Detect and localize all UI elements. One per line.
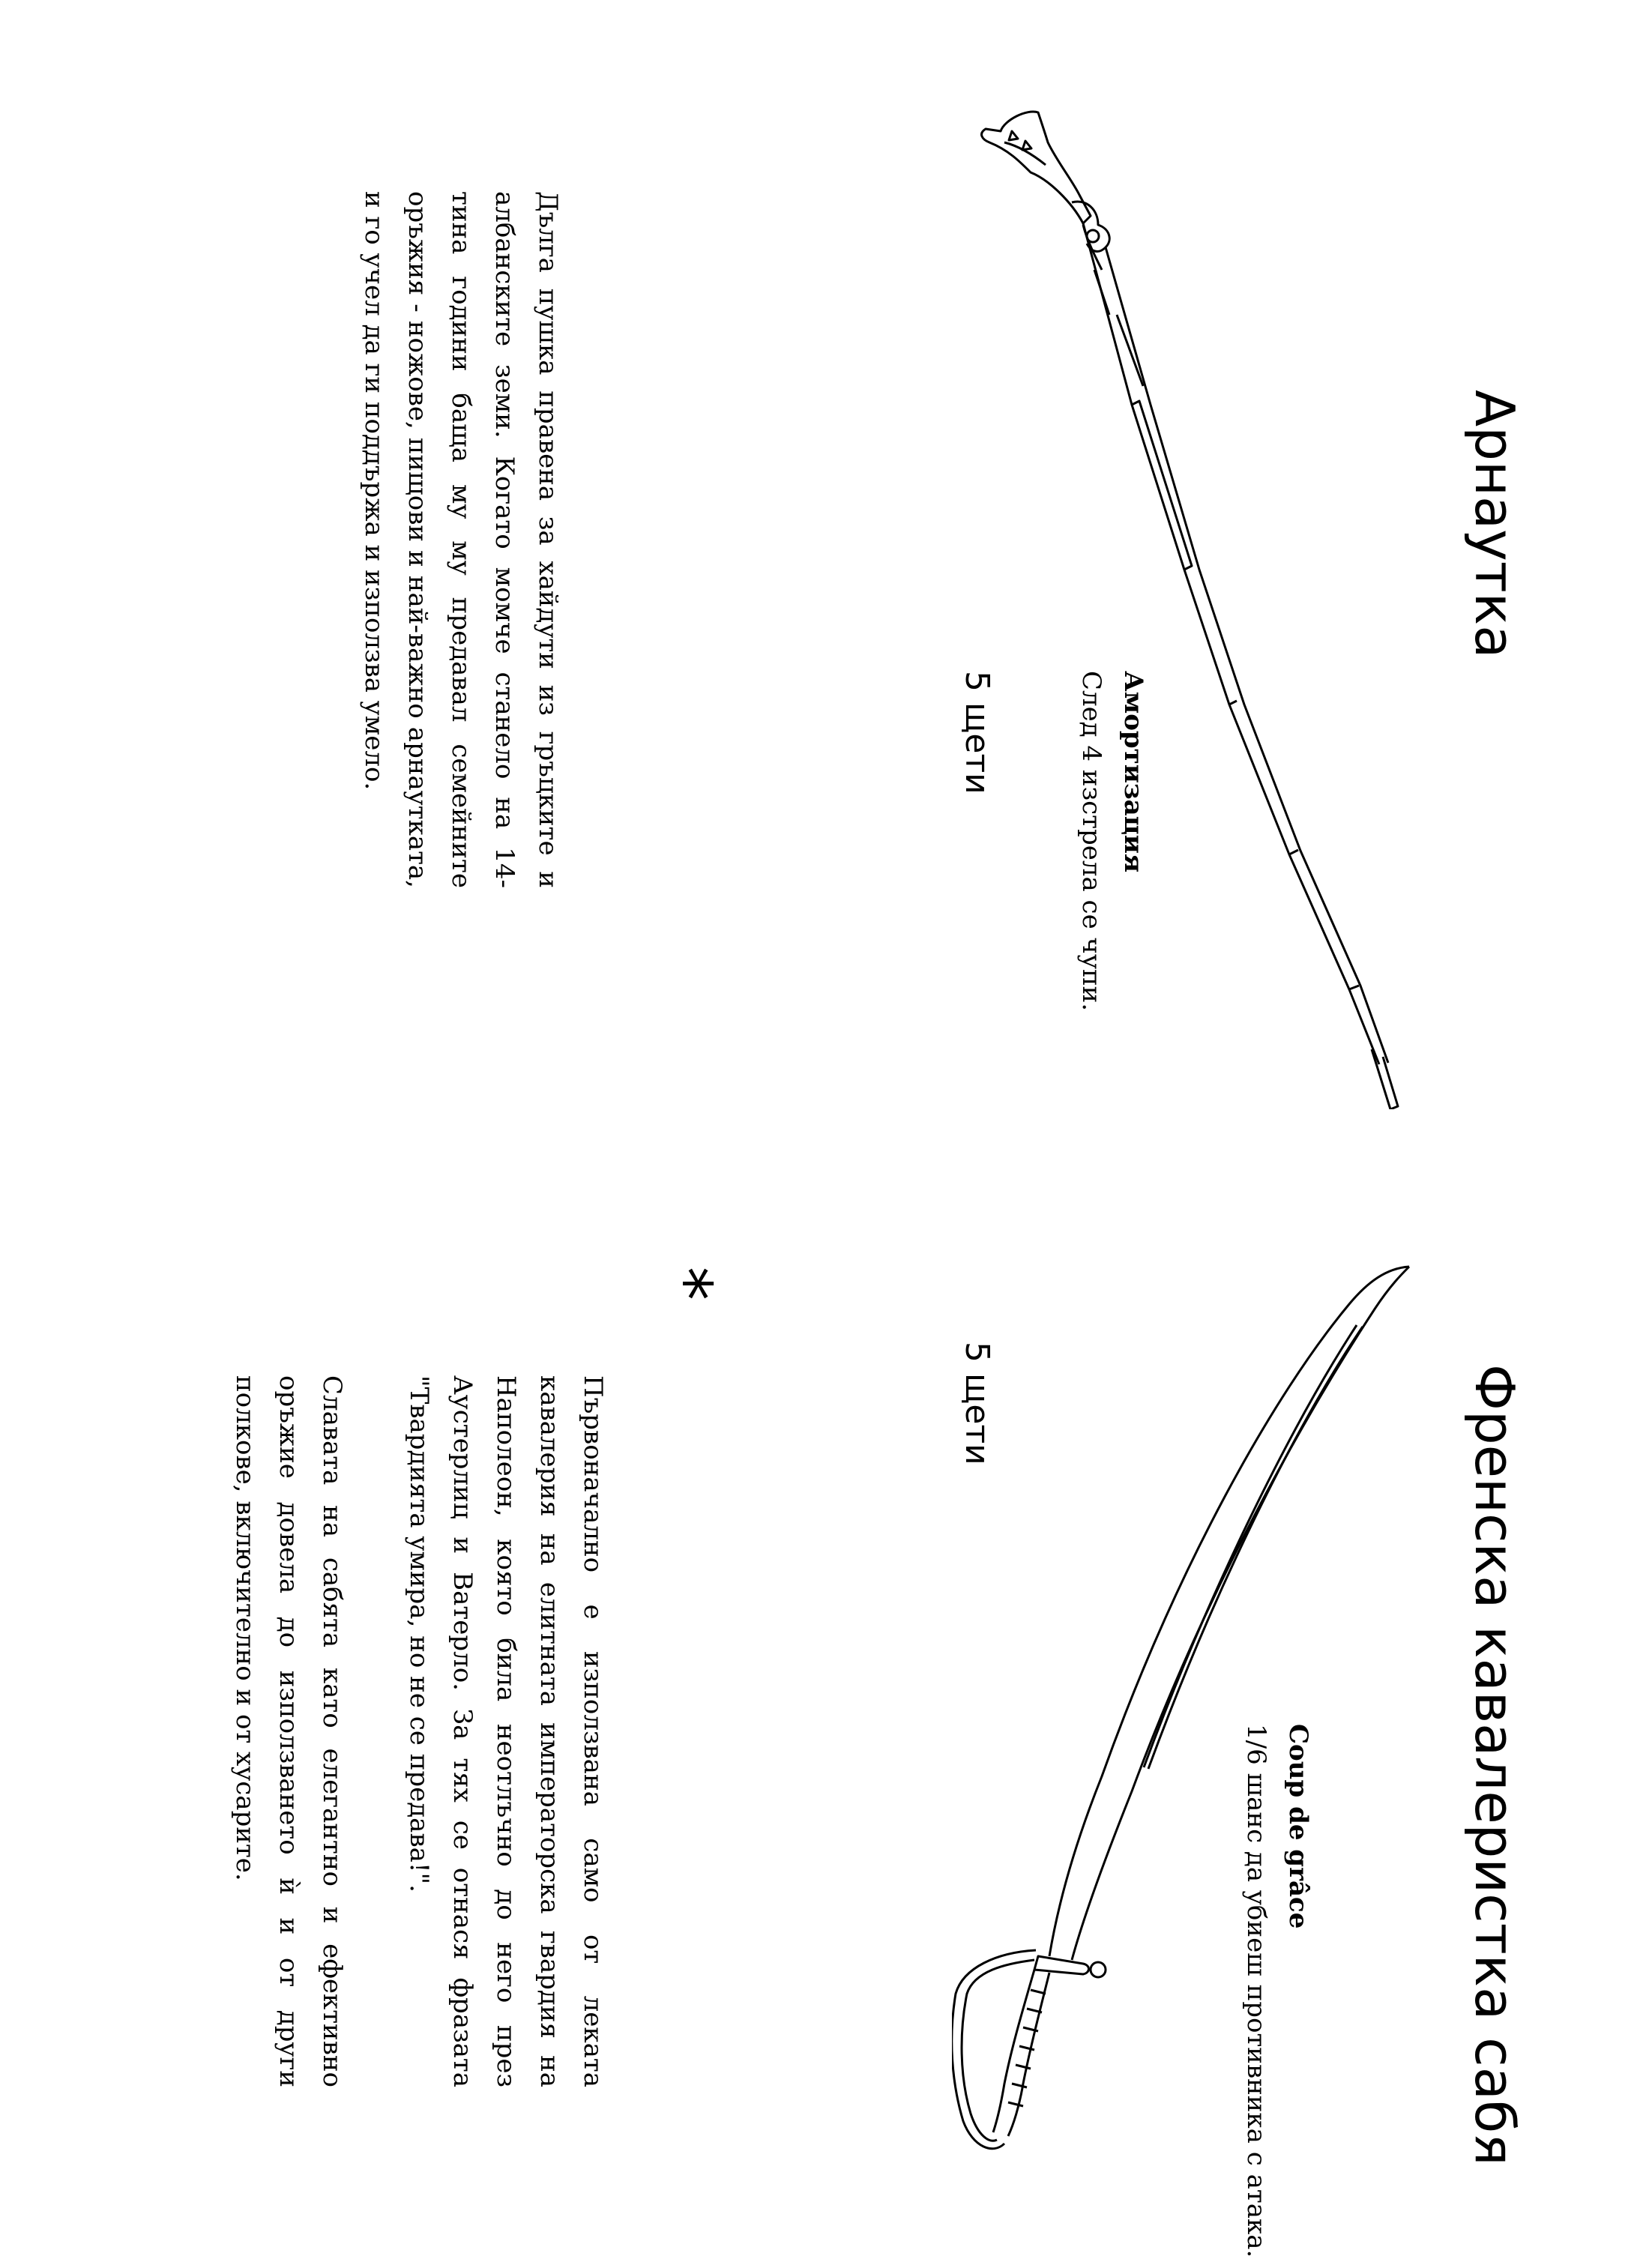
- card1-ability-name: Амортизация: [1118, 671, 1148, 873]
- card2-ability-name: Coup de grâce: [1283, 1724, 1313, 1929]
- card2-description-paragraph-1: Първоначално е използвана само от леката кавалерия на елитната императорска гвардия на Наполеон, която била неотлъчно до него през Аустерлиц и Ватерло. За тях се отнася фразата "Твардията умира, но не се предава!".: [404, 1375, 608, 2087]
- card2-cost: 5 щети: [958, 1342, 996, 1465]
- card2-marker: *: [647, 1267, 726, 1300]
- card2-title: Френска кавалеристка сабя: [1463, 1364, 1526, 2166]
- sabre-illustration: [952, 1252, 1417, 2159]
- card1-title: Арнаутка: [1463, 390, 1526, 659]
- card2-description-paragraph-2: Славата на сабята като елегантно и ефективно оръжие довела до използването ѝ и от други полкове, включително и от хусарите.: [230, 1375, 347, 2087]
- card2-ability-text: 1/6 шанс да убиеш противника с атака.: [1241, 1724, 1271, 2258]
- card2-description: [223, 1375, 615, 2087]
- card1-description: [352, 191, 570, 888]
- musket-illustration: [959, 90, 1484, 1109]
- card1-cost: 5 щети: [958, 671, 996, 794]
- card1-description-paragraph: Дълга пушка правена за хайдути из гръцките и албанските земи. Когато момче станело на 14-тина години баща му му предавал семейните оръжия - ножове, пищови и най-важно арнаутката, и го учел да ги поддържа и използва умело.: [359, 191, 563, 888]
- card1-ability-text: След 4 изстрела се чупи.: [1076, 671, 1106, 1012]
